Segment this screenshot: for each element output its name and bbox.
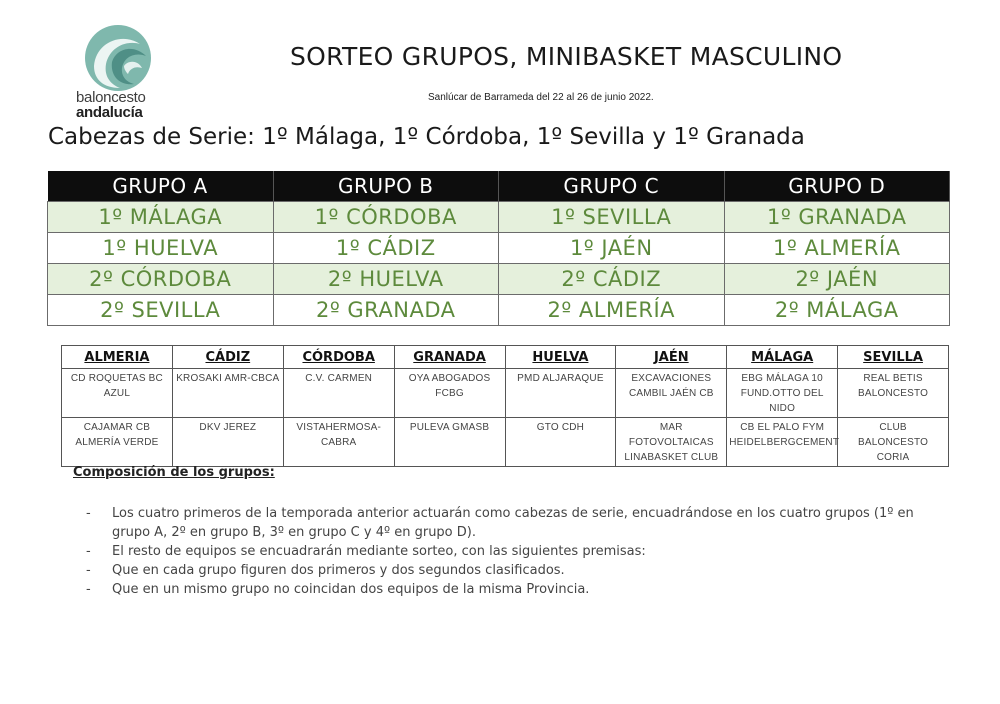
team-line: FOTOVOLTAICAS — [628, 437, 714, 448]
province-header-huelva: HUELVA — [505, 346, 616, 369]
team-line: CORIA — [876, 452, 910, 463]
group-c-header: GRUPO C — [499, 171, 725, 202]
group-cell: 1º GRANADA — [724, 202, 950, 233]
groups-row — [48, 295, 950, 326]
groups-row — [48, 264, 950, 295]
team-cell — [616, 418, 727, 467]
team-line: BALONCESTO — [857, 388, 929, 399]
group-cell: 2º CÓRDOBA — [48, 264, 274, 295]
rule-dash: - — [86, 563, 91, 578]
groups-table — [47, 171, 950, 326]
rule-text: Que en cada grupo figuren dos primeros y dos segundos clasificados. — [112, 563, 565, 578]
team-line: DKV JEREZ — [199, 422, 257, 433]
team-line: FUND.OTTO DEL NIDO — [740, 388, 824, 414]
groups-row — [48, 202, 950, 233]
team-cell — [505, 418, 616, 467]
rule-item — [86, 580, 952, 599]
team-cell — [838, 418, 949, 467]
team-line: FCBG — [435, 388, 464, 399]
logo-text-baloncesto: baloncesto — [76, 89, 146, 106]
rule-dash: - — [86, 544, 91, 559]
rule-text: El resto de equipos se encuadrarán mediante sorteo, con las siguientes premisas: — [112, 544, 646, 559]
team-cell — [283, 369, 394, 418]
composition-heading: Composición de los grupos: — [73, 465, 275, 480]
rule-text: Los cuatro primeros de la temporada anterior actuarán como cabezas de serie, encuadrándose en los cuatro grupos (1º en grupo A, 2º en grupo B, 3º en grupo C y 4º en grupo D). — [112, 506, 914, 540]
team-line: GTO CDH — [536, 422, 585, 433]
group-d-header: GRUPO D — [724, 171, 950, 202]
team-line: CABRA — [320, 437, 357, 448]
team-cell — [505, 369, 616, 418]
province-header-almeria: ALMERIA — [62, 346, 173, 369]
group-cell: 2º ALMERÍA — [499, 295, 725, 326]
team-line: CD ROQUETAS BC — [70, 373, 163, 384]
rule-dash: - — [86, 582, 91, 597]
teams-header-row — [62, 346, 949, 369]
province-header-malaga: MÁLAGA — [727, 346, 838, 369]
team-cell — [616, 369, 727, 418]
teams-row — [62, 418, 949, 467]
team-line: KROSAKI AMR-CBCA — [176, 373, 280, 384]
rule-text: Que en un mismo grupo no coincidan dos equipos de la misma Provincia. — [112, 582, 590, 597]
group-cell: 1º JAÉN — [499, 233, 725, 264]
team-cell — [62, 369, 173, 418]
page-title: SORTEO GRUPOS, MINIBASKET MASCULINO — [290, 42, 843, 71]
team-line: REAL BETIS — [863, 373, 923, 384]
team-line: VISTAHERMOSA- — [296, 422, 382, 433]
logo-text-andalucia: andalucía — [76, 104, 143, 121]
group-cell: 1º SEVILLA — [499, 202, 725, 233]
group-cell: 1º ALMERÍA — [724, 233, 950, 264]
team-line: MAR — [659, 422, 683, 433]
province-header-cordoba: CÓRDOBA — [283, 346, 394, 369]
group-cell: 2º MÁLAGA — [724, 295, 950, 326]
team-cell — [727, 369, 838, 418]
team-cell — [283, 418, 394, 467]
group-cell: 2º HUELVA — [273, 264, 499, 295]
team-line: HEIDELBERGCEMENT — [729, 437, 840, 448]
group-b-header: GRUPO B — [273, 171, 499, 202]
province-header-cadiz: CÁDIZ — [172, 346, 283, 369]
team-line: BALONCESTO — [857, 437, 929, 448]
group-a-header: GRUPO A — [48, 171, 274, 202]
team-cell — [394, 369, 505, 418]
province-header-jaen: JAÉN — [616, 346, 727, 369]
group-cell: 1º MÁLAGA — [48, 202, 274, 233]
province-header-sevilla: SEVILLA — [838, 346, 949, 369]
rule-item — [86, 561, 952, 580]
seeds-heading: Cabezas de Serie: 1º Málaga, 1º Córdoba, 1º Sevilla y 1º Granada — [48, 124, 805, 150]
rule-item — [86, 504, 952, 542]
team-line: ALMERÍA VERDE — [75, 437, 159, 448]
team-line: CB EL PALO FYM — [740, 422, 825, 433]
team-line: C.V. CARMEN — [305, 373, 373, 384]
group-cell: 2º GRANADA — [273, 295, 499, 326]
team-cell — [62, 418, 173, 467]
team-cell — [394, 418, 505, 467]
team-cell — [838, 369, 949, 418]
team-line: PMD ALJARAQUE — [517, 373, 604, 384]
team-line: CLUB — [879, 422, 907, 433]
team-line: EBG MÁLAGA 10 — [741, 373, 823, 384]
group-cell: 1º CÓRDOBA — [273, 202, 499, 233]
team-line: OYA ABOGADOS — [408, 373, 491, 384]
team-cell — [727, 418, 838, 467]
team-cell — [172, 369, 283, 418]
team-line: EXCAVACIONES — [631, 373, 712, 384]
groups-header-row — [48, 171, 950, 202]
group-cell: 2º JAÉN — [724, 264, 950, 295]
province-header-granada: GRANADA — [394, 346, 505, 369]
team-line: CAJAMAR CB — [83, 422, 151, 433]
teams-row — [62, 369, 949, 418]
group-cell: 1º HUELVA — [48, 233, 274, 264]
groups-row — [48, 233, 950, 264]
teams-table — [61, 345, 949, 467]
group-cell: 1º CÁDIZ — [273, 233, 499, 264]
group-cell: 2º SEVILLA — [48, 295, 274, 326]
team-line: PULEVA GMASB — [409, 422, 490, 433]
team-line: LINABASKET CLUB — [624, 452, 719, 463]
composition-rules-list — [86, 504, 952, 599]
event-dates: Sanlúcar de Barrameda del 22 al 26 de junio 2022. — [428, 92, 654, 103]
team-line: AZUL — [103, 388, 131, 399]
team-line: CAMBIL JAÉN CB — [628, 388, 714, 399]
rule-item — [86, 542, 952, 561]
group-cell: 2º CÁDIZ — [499, 264, 725, 295]
team-cell — [172, 418, 283, 467]
rule-dash: - — [86, 506, 91, 521]
